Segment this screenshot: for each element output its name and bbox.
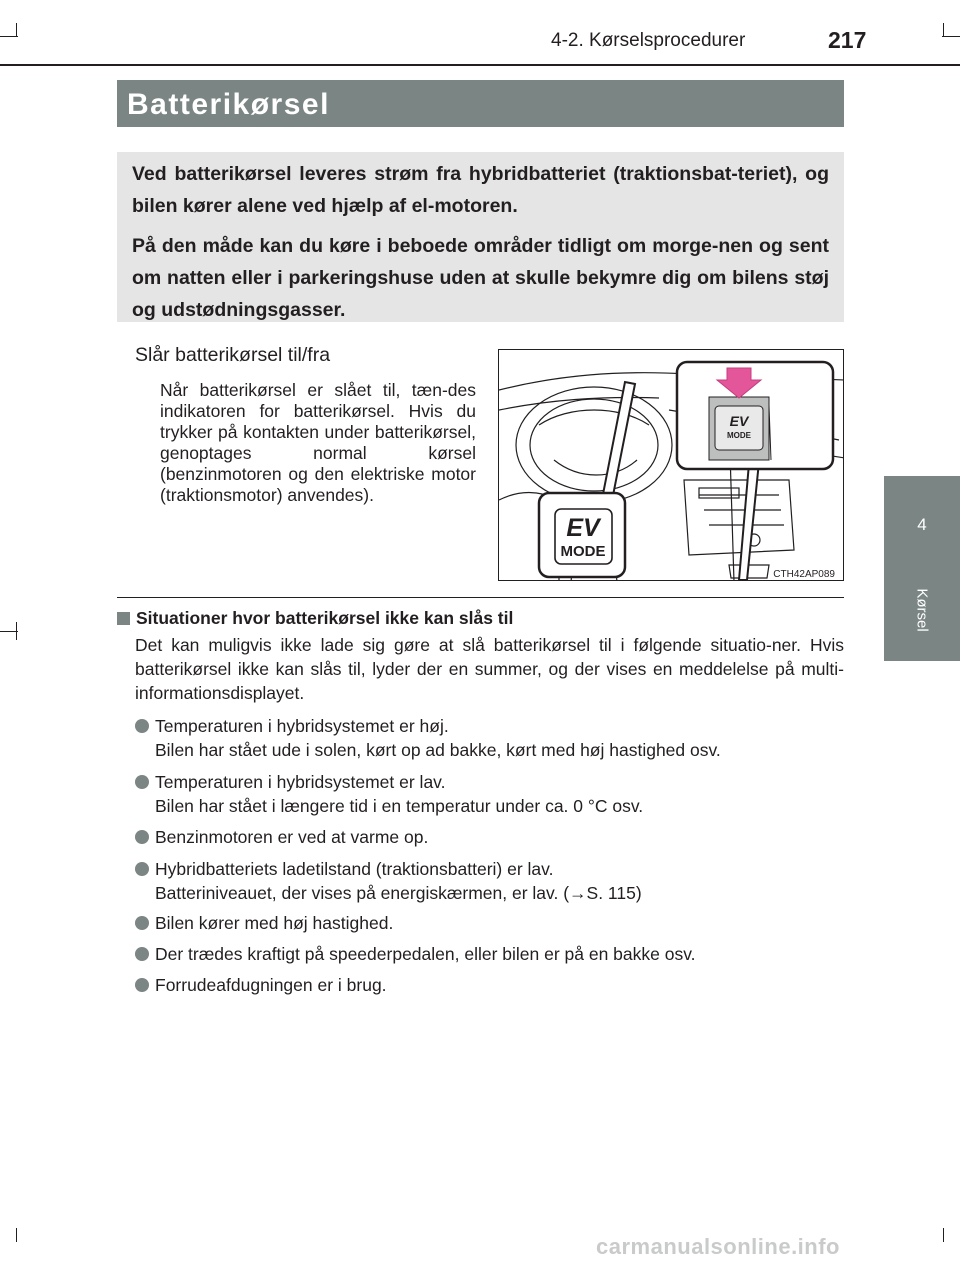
crop-mark (942, 36, 960, 37)
ev-label-large: EV (566, 514, 600, 542)
list-item-subtext: Bilen har stået i længere tid i en temperatur under ca. 0 °C osv. (155, 796, 644, 816)
chapter-label: Kørsel (913, 588, 931, 632)
dashboard-drawing (499, 350, 844, 581)
section-title: 4-2. Kørselsprocedurer (551, 30, 746, 51)
ev-mode-illustration (498, 349, 844, 581)
intro-paragraph-2: På den måde kan du køre i beboede områder tidligt om morge-nen og sent om natten eller i parkeringshuse uden at skulle bekymre dig om bilens støj og udstødningsgasser. (132, 235, 829, 321)
list-item (135, 825, 844, 849)
situations-heading-text: Situationer hvor batterikørsel ikke kan slås til (136, 608, 514, 628)
list-item (135, 714, 844, 762)
circle-bullet-icon (135, 830, 149, 844)
switch-description: Når batterikørsel er slået til, tæn-des indikatoren for batterikørsel. Hvis du trykker på kontakten under batterikørsel, genoptages normal kørsel (benzinmotoren og den elektriske motor (traktionsmotor) anvendes). (160, 380, 476, 505)
intro-box (117, 152, 844, 322)
mode-label-large: MODE (560, 543, 606, 560)
crop-mark (16, 23, 17, 37)
page-number: 217 (828, 27, 867, 53)
page-reference-link[interactable]: S. 115) (586, 883, 642, 903)
list-item (135, 857, 844, 905)
list-item (135, 973, 844, 997)
list-item-text: Der trædes kraftigt på speederpedalen, eller bilen er på en bakke osv. (155, 944, 696, 964)
chapter-label-box (884, 575, 960, 645)
list-item-text: Benzinmotoren er ved at varme op. (155, 827, 429, 847)
chapter-number: 4 (917, 515, 927, 534)
situations-body: Det kan muligvis ikke lade sig gøre at slå batterikørsel til i følgende situatio-ner. Hvis batterikørsel ikke kan slås til, lyder der en summer, og der vises en meddelelse på multi-informationsdisplayet. (135, 635, 844, 703)
intro-paragraph-1: Ved batterikørsel leveres strøm fra hybridbatteriet (traktionsbat-teriet), og bilen kører alene ved hjælp af el-motoren. (132, 163, 829, 217)
circle-bullet-icon (135, 947, 149, 961)
page-title: Batterikørsel (127, 88, 330, 121)
crop-mark (0, 631, 18, 632)
mode-label-small: MODE (727, 431, 751, 440)
list-item-text: Temperaturen i hybridsystemet er lav. (155, 772, 446, 792)
header-rule (0, 64, 960, 66)
square-bullet-icon (117, 612, 130, 625)
crop-mark (943, 1228, 944, 1242)
circle-bullet-icon (135, 719, 149, 733)
circle-bullet-icon (135, 862, 149, 876)
watermark: carmanualsonline.info (596, 1234, 840, 1259)
list-item-subtext: Bilen har stået ude i solen, kørt op ad bakke, kørt med høj hastighed osv. (155, 740, 721, 760)
arrow-right-icon: → (569, 883, 587, 903)
situations-heading (117, 608, 513, 629)
illustration-code: CTH42AP089 (773, 569, 835, 580)
ev-label-small: EV (729, 413, 749, 429)
subtext-start: Batteriniveauet, der vises på energiskærmen, er lav. ( (155, 883, 570, 903)
list-item-subtext (155, 881, 844, 905)
list-item-text: Bilen kører med høj hastighed. (155, 913, 394, 933)
crop-mark (943, 23, 944, 37)
section-divider (117, 597, 844, 598)
circle-bullet-icon (135, 775, 149, 789)
list-item-text: Temperaturen i hybridsystemet er høj. (155, 716, 449, 736)
switch-heading: Slår batterikørsel til/fra (135, 344, 331, 366)
list-item-text: Hybridbatteriets ladetilstand (traktionsbatteri) er lav. (155, 859, 554, 879)
circle-bullet-icon (135, 916, 149, 930)
list-item (135, 911, 844, 935)
crop-mark (0, 36, 18, 37)
title-bar (117, 80, 844, 127)
circle-bullet-icon (135, 978, 149, 992)
list-item-text: Forrudeafdugningen er i brug. (155, 975, 387, 995)
list-item (135, 770, 844, 818)
list-item (135, 942, 844, 966)
crop-mark (16, 1228, 17, 1242)
